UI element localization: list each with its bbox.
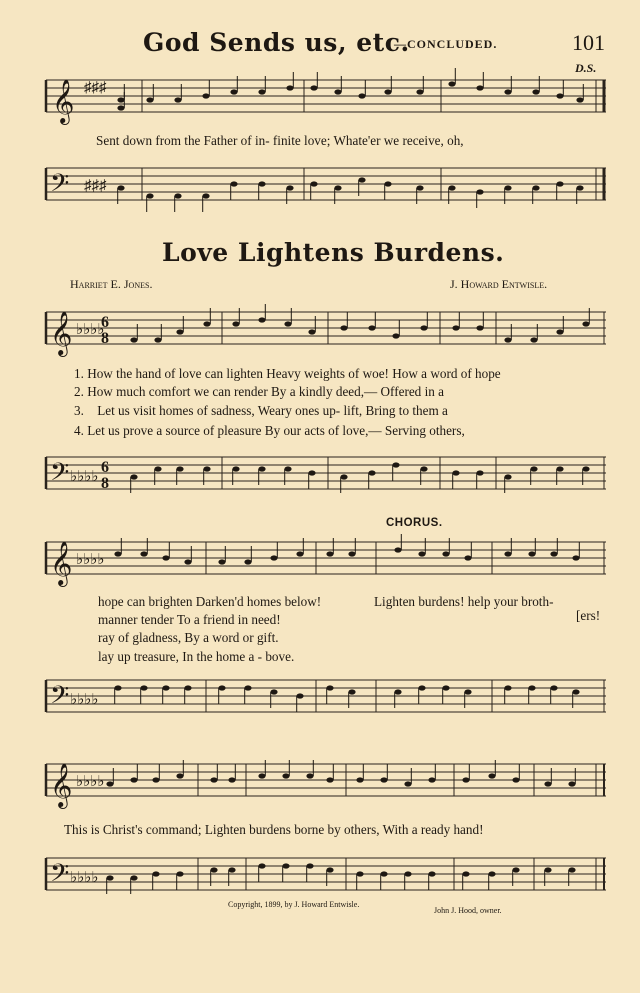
svg-text:♭♭♭♭: ♭♭♭♭: [70, 870, 99, 886]
svg-text:6: 6: [101, 459, 109, 476]
verse-1-continuation: hope can brighten Darken'd homes below!: [98, 594, 322, 609]
copyright-notice: Copyright, 1899, by J. Howard Entwisle.: [228, 900, 360, 909]
system2-bass-staff: [0, 668, 640, 728]
owner-notice: John J. Hood, owner.: [434, 906, 502, 915]
prev-treble-staff: [0, 72, 640, 130]
svg-text:𝄢: 𝄢: [50, 170, 70, 203]
verse-2-continuation: manner tender To a friend in need!: [98, 612, 281, 627]
previous-hymn-title: God Sends us, etc.: [143, 28, 410, 57]
chorus-line-2: This is Christ's command; Lighten burdens borne by others, With a ready hand!: [64, 822, 484, 837]
svg-text:♭♭♭♭: ♭♭♭♭: [70, 469, 99, 485]
svg-text:♯♯♯: ♯♯♯: [84, 80, 107, 96]
hymn-composer: J. Howard Entwisle.: [450, 277, 548, 291]
verse-1-line: [74, 366, 501, 382]
system1-treble-notes: [130, 304, 589, 343]
prev-hymn-lyric: Sent down from the Father of in- finite love; Whate'er we receive, oh,: [96, 133, 464, 148]
verse-2-text: How much comfort we can render By a kindly deed,— Offered in a: [87, 384, 444, 399]
svg-text:8: 8: [101, 475, 109, 492]
verse-1-number: 1.: [74, 366, 84, 381]
system1-bass-staff: [0, 445, 640, 510]
svg-text:♭♭♭♭: ♭♭♭♭: [76, 552, 105, 568]
ds-marking: D.S.: [575, 61, 597, 75]
system3-bass-staff: [0, 846, 640, 904]
system2-treble-staff: [0, 530, 640, 590]
chorus-line-1: Lighten burdens! help your broth-: [374, 594, 554, 609]
system3-treble-staff: [0, 752, 640, 812]
svg-text:𝄢: 𝄢: [50, 682, 70, 715]
page-number: 101: [572, 30, 605, 55]
svg-text:𝄢: 𝄢: [50, 860, 70, 893]
system1-bass-notes: [130, 462, 589, 493]
svg-text:8: 8: [101, 330, 109, 347]
chorus-line-1-end: [ers!: [576, 608, 601, 623]
system2-treble-notes: [114, 534, 579, 565]
verse-2-number: 2.: [74, 384, 84, 399]
verse-4-continuation: lay up treasure, In the home a - bove.: [98, 649, 295, 664]
prev-bass-staff: [0, 160, 640, 220]
verse-3-continuation: ray of gladness, By a word or gift.: [98, 630, 279, 645]
verse-4-line: [74, 423, 465, 439]
system2-bass-notes: [114, 685, 579, 712]
svg-text:𝄞: 𝄞: [50, 313, 73, 355]
verse-2-line: [74, 384, 444, 400]
svg-text:𝄞: 𝄞: [52, 81, 75, 123]
hymn-author: Harriet E. Jones.: [70, 277, 153, 291]
svg-text:𝄢: 𝄢: [50, 459, 70, 492]
svg-text:♭♭♭♭: ♭♭♭♭: [76, 322, 105, 338]
system1-treble-staff: [0, 300, 640, 360]
verse-3-text: Let us visit homes of sadness, Weary ones up- lift, Bring to them a: [97, 403, 448, 418]
verse-4-number: 4.: [74, 423, 84, 438]
chorus-label: CHORUS.: [386, 517, 443, 529]
verse-4-text: Let us prove a source of pleasure By our acts of love,— Serving others,: [87, 423, 465, 438]
concluded-label: —CONCLUDED.: [394, 37, 498, 51]
svg-text:♭♭♭♭: ♭♭♭♭: [70, 692, 99, 708]
hymn-title: Love Lightens Burdens.: [162, 238, 505, 267]
svg-text:♯♯♯: ♯♯♯: [84, 178, 107, 194]
verse-1-text: How the hand of love can lighten Heavy weights of woe! How a word of hope: [87, 366, 501, 381]
system3-bass-notes: [106, 863, 575, 894]
svg-text:6: 6: [101, 314, 109, 331]
prev-bass-notes: [117, 177, 583, 212]
verse-3-number: 3.: [74, 403, 84, 418]
svg-text:𝄞: 𝄞: [50, 543, 73, 585]
svg-text:♭♭♭♭: ♭♭♭♭: [76, 774, 105, 790]
verse-3-line: [74, 403, 448, 419]
svg-text:𝄞: 𝄞: [50, 765, 73, 807]
